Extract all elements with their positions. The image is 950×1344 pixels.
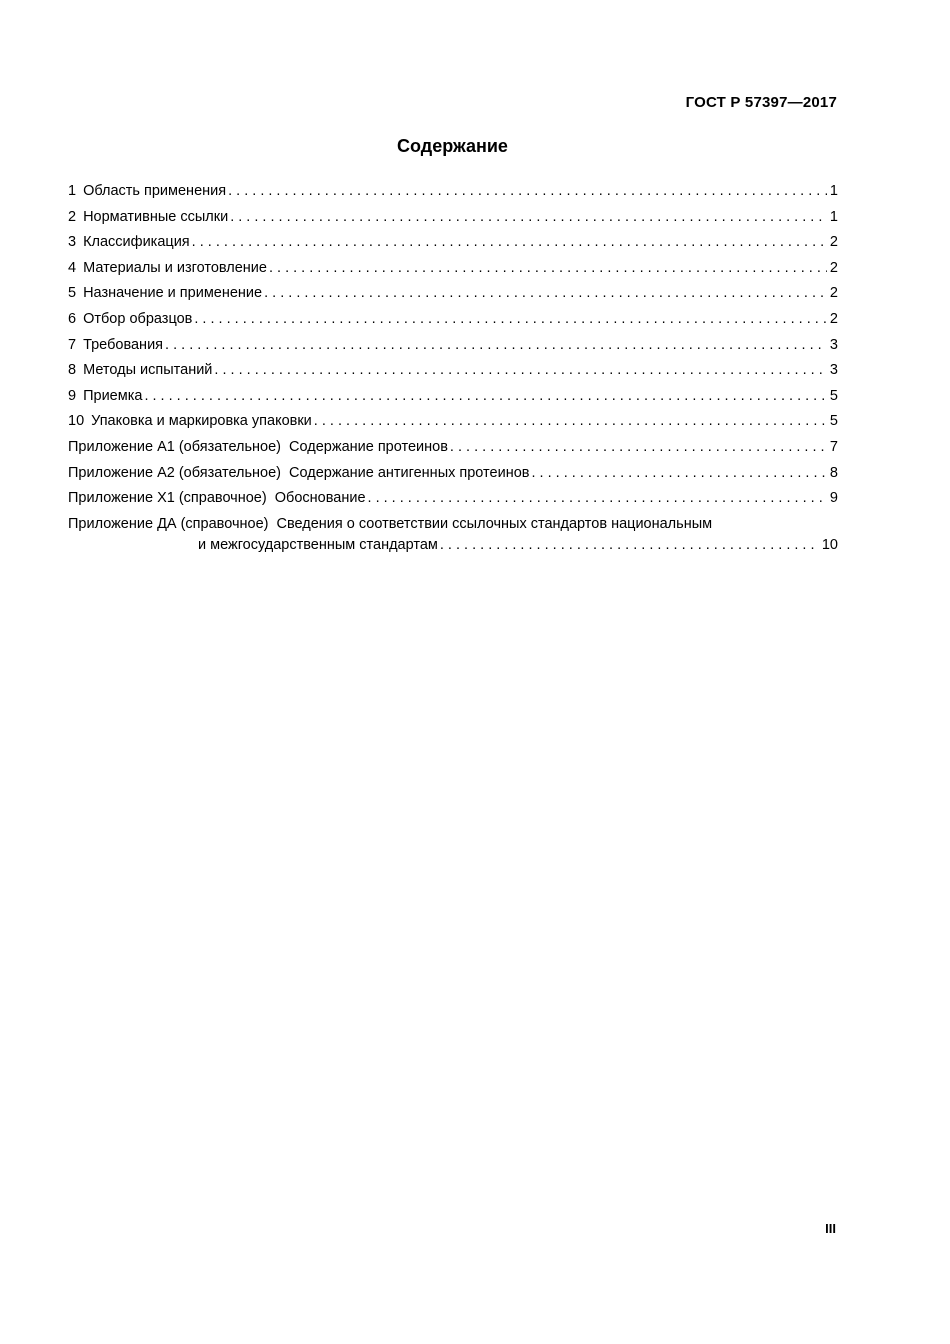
toc-dot-leader bbox=[531, 463, 826, 484]
toc-dot-leader bbox=[314, 411, 827, 432]
toc-entry-title: Методы испытаний bbox=[83, 362, 213, 379]
toc-entry-page: 2 bbox=[829, 285, 838, 302]
toc-entry-page: 1 bbox=[829, 208, 838, 225]
toc-entry-title: Отбор образцов bbox=[83, 310, 193, 327]
toc-entry[interactable] bbox=[68, 207, 838, 233]
toc-dot-leader bbox=[194, 309, 827, 330]
toc-entry-number: 7 bbox=[68, 336, 77, 353]
toc-appendix-entry[interactable] bbox=[68, 463, 838, 489]
toc-dot-leader bbox=[368, 488, 827, 509]
toc-entry-page: 2 bbox=[829, 234, 838, 251]
toc-entry-title: Требования bbox=[83, 336, 164, 353]
toc-entry-title: Приложение А2 (обязательное) Содержание антигенных протеинов bbox=[68, 464, 530, 481]
toc-entry-page: 3 bbox=[829, 362, 838, 379]
toc-entry-title: Материалы и изготовление bbox=[83, 259, 267, 276]
toc-dot-leader bbox=[165, 335, 827, 356]
toc-entry-number: 8 bbox=[68, 362, 77, 379]
toc-entry-page: 2 bbox=[829, 310, 838, 327]
toc-entry-page: 1 bbox=[829, 183, 838, 199]
toc-entry[interactable] bbox=[68, 360, 838, 386]
toc-dot-leader bbox=[440, 535, 819, 556]
toc-title: Содержание bbox=[397, 136, 508, 156]
toc-entry[interactable] bbox=[68, 386, 838, 412]
toc-entry-title: Классификация bbox=[83, 234, 190, 251]
toc-entry-title: Нормативные ссылки bbox=[83, 208, 229, 225]
toc-entry-number: 3 bbox=[68, 234, 77, 251]
toc-entry-number: 5 bbox=[68, 285, 77, 302]
toc-entry-title-line2: и межгосударственным стандартам bbox=[198, 536, 438, 553]
toc-entry-page: 3 bbox=[829, 336, 838, 353]
toc-entry-page: 5 bbox=[829, 413, 838, 430]
toc-entry-title: Упаковка и маркировка упаковки bbox=[91, 413, 312, 430]
toc-entry-number: 2 bbox=[68, 208, 77, 225]
toc-entry[interactable] bbox=[68, 258, 838, 284]
toc-entry-title: Приложение Х1 (справочное) Обоснование bbox=[68, 490, 366, 507]
toc-dot-leader bbox=[214, 360, 827, 381]
toc-entry[interactable] bbox=[68, 181, 838, 207]
toc-entry-title: Приложение А1 (обязательное) Содержание протеинов bbox=[68, 438, 448, 455]
toc-entry-page: 9 bbox=[829, 490, 838, 507]
toc-entry-title: Назначение и применение bbox=[83, 285, 263, 302]
toc-entry-page: 5 bbox=[829, 387, 838, 404]
toc-dot-leader bbox=[230, 207, 827, 228]
page-number: III bbox=[825, 1221, 836, 1236]
toc-entry-page: 10 bbox=[821, 536, 838, 553]
toc-dot-leader bbox=[264, 283, 827, 304]
toc-entry[interactable] bbox=[68, 411, 838, 437]
toc-entry-page: 8 bbox=[829, 464, 838, 481]
toc-entry-title: Область применения bbox=[83, 183, 227, 199]
toc-entry-number: 9 bbox=[68, 387, 77, 404]
toc-entry[interactable] bbox=[68, 335, 838, 361]
toc-appendix-entry[interactable] bbox=[68, 488, 838, 514]
toc-entry[interactable] bbox=[68, 232, 838, 258]
toc-entry-title-line1: Приложение ДА (справочное) Сведения о соответствии ссылочных стандартов национальным bbox=[68, 515, 713, 532]
toc-dot-leader bbox=[269, 258, 827, 279]
toc-entry-number: 4 bbox=[68, 259, 77, 276]
toc-entry-number: 6 bbox=[68, 310, 77, 327]
document-code: ГОСТ Р 57397—2017 bbox=[685, 94, 837, 111]
toc-dot-leader bbox=[144, 386, 826, 407]
toc-appendix-entry[interactable] bbox=[68, 437, 838, 463]
toc-entry-title: Приемка bbox=[83, 387, 143, 404]
toc-dot-leader bbox=[192, 232, 827, 253]
toc-entry-page: 2 bbox=[829, 259, 838, 276]
table-of-contents bbox=[68, 181, 838, 559]
toc-appendix-entry-multiline[interactable] bbox=[68, 514, 838, 559]
toc-dot-leader bbox=[450, 437, 827, 458]
toc-entry[interactable] bbox=[68, 309, 838, 335]
toc-entry-page: 7 bbox=[829, 438, 838, 455]
toc-dot-leader bbox=[228, 181, 827, 202]
toc-entry-number: 10 bbox=[68, 413, 85, 430]
toc-entry[interactable] bbox=[68, 283, 838, 309]
toc-entry-title-line2-row bbox=[68, 535, 838, 556]
toc-entry-number: 1 bbox=[68, 183, 77, 199]
